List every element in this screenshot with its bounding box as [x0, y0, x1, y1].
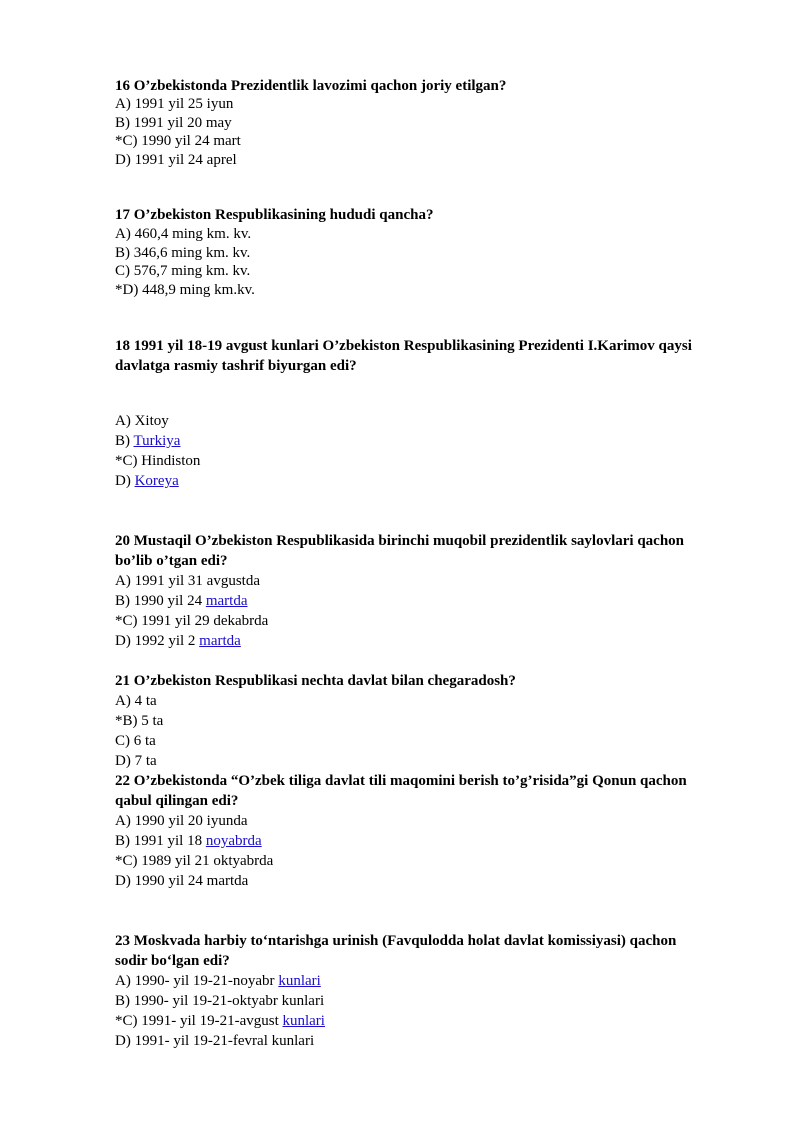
hyperlink[interactable]: kunlari: [278, 973, 321, 989]
question-16-option-d: D) 1991 yil 24 aprel: [115, 152, 237, 168]
question-21-option-b: *B) 5 ta: [115, 713, 164, 729]
question-17-title: 17 O’zbekiston Respublikasining hududi qancha?: [115, 207, 434, 223]
option-text: *C) 1991- yil 19-21-avgust: [115, 1013, 283, 1029]
question-22-title-line1: 22 O’zbekistonda “O’zbek tiliga davlat tili maqomini berish to’g’risida”gi Qonun qachon: [115, 773, 687, 789]
option-text: *C) Hindiston: [115, 453, 201, 469]
option-text: B): [115, 433, 134, 449]
option-text: A) 1990- yil 19-21-noyabr: [115, 973, 279, 989]
question-23-option-d: [115, 1032, 314, 1050]
hyperlink[interactable]: Koreya: [134, 473, 179, 489]
question-22-option-d: [115, 872, 248, 890]
option-text: B) 1990- yil 19-21-oktyabr kunlari: [115, 993, 325, 1009]
question-18-option-a: [115, 412, 169, 430]
question-16-title: 16 O’zbekistonda Prezidentlik lavozimi qachon joriy etilgan?: [115, 78, 507, 94]
question-20-option-d: [115, 632, 241, 650]
option-text: A) 1990 yil 20 iyunda: [115, 813, 248, 829]
question-21-option-c: C) 6 ta: [115, 733, 156, 749]
question-17-option-b: B) 346,6 ming km. kv.: [115, 245, 251, 261]
option-text: A) 1991 yil 31 avgustda: [115, 573, 260, 589]
question-18-option-c: [115, 452, 200, 470]
hyperlink[interactable]: Turkiya: [133, 433, 181, 449]
question-22-option-b: [115, 832, 262, 850]
hyperlink[interactable]: martda: [199, 633, 241, 649]
hyperlink[interactable]: noyabrda: [205, 833, 262, 849]
question-18-option-d: [115, 472, 179, 490]
question-17-option-d: *D) 448,9 ming km.kv.: [115, 282, 255, 298]
question-23-option-c: [115, 1012, 325, 1030]
question-17-option-a: A) 460,4 ming km. kv.: [115, 226, 252, 242]
question-18-title-line2: davlatga rasmiy tashrif biyurgan edi?: [115, 358, 357, 374]
question-17-option-c: C) 576,7 ming km. kv.: [115, 263, 251, 279]
option-text: D): [115, 473, 135, 489]
option-text: *C) 1989 yil 21 oktyabrda: [115, 853, 274, 869]
option-text: A) Xitoy: [115, 413, 169, 429]
question-18-option-b: [115, 432, 180, 450]
hyperlink[interactable]: martda: [205, 593, 248, 609]
question-16-option-c: *C) 1990 yil 24 mart: [115, 133, 241, 149]
question-23-option-b: [115, 992, 324, 1010]
question-21-option-a: A) 4 ta: [115, 693, 157, 709]
question-20-option-c: [115, 612, 268, 630]
option-text: *C) 1991 yil 29 dekabrda: [115, 613, 269, 629]
option-text: B) 1990 yil 24: [115, 593, 206, 609]
question-20-title-line2: bo’lib o’tgan edi?: [115, 553, 228, 569]
option-text: D) 1990 yil 24 martda: [115, 873, 249, 889]
question-16-option-b: B) 1991 yil 20 may: [115, 115, 232, 131]
question-21-option-d: D) 7 ta: [115, 753, 157, 769]
question-22-title-line2: qabul qilingan edi?: [115, 793, 239, 809]
question-22-option-a: [115, 812, 248, 830]
question-20-title-line1: 20 Mustaqil O’zbekiston Respublikasida birinchi muqobil prezidentlik saylovlari qachon: [115, 533, 685, 549]
question-16-option-a: A) 1991 yil 25 iyun: [115, 96, 234, 112]
question-21-title: 21 O’zbekiston Respublikasi nechta davlat bilan chegaradosh?: [115, 673, 516, 689]
question-18-title-line1: 18 1991 yil 18-19 avgust kunlari O’zbekiston Respublikasining Prezidenti I.Karimov qaysi: [115, 338, 692, 354]
question-20-option-a: [115, 572, 260, 590]
question-23-title-line2: sodir bo‘lgan edi?: [115, 953, 230, 969]
option-text: B) 1991 yil 18: [115, 833, 206, 849]
question-22-option-c: [115, 852, 273, 870]
question-20-option-b: [115, 592, 248, 610]
option-text: D) 1992 yil 2: [115, 633, 200, 649]
hyperlink[interactable]: kunlari: [282, 1013, 325, 1029]
option-text: D) 1991- yil 19-21-fevral kunlari: [115, 1033, 315, 1049]
question-23-title-line1: 23 Moskvada harbiy to‘ntarishga urinish (Favqulodda holat davlat komissiyasi) qachon: [115, 933, 677, 949]
question-23-option-a: [115, 972, 321, 990]
